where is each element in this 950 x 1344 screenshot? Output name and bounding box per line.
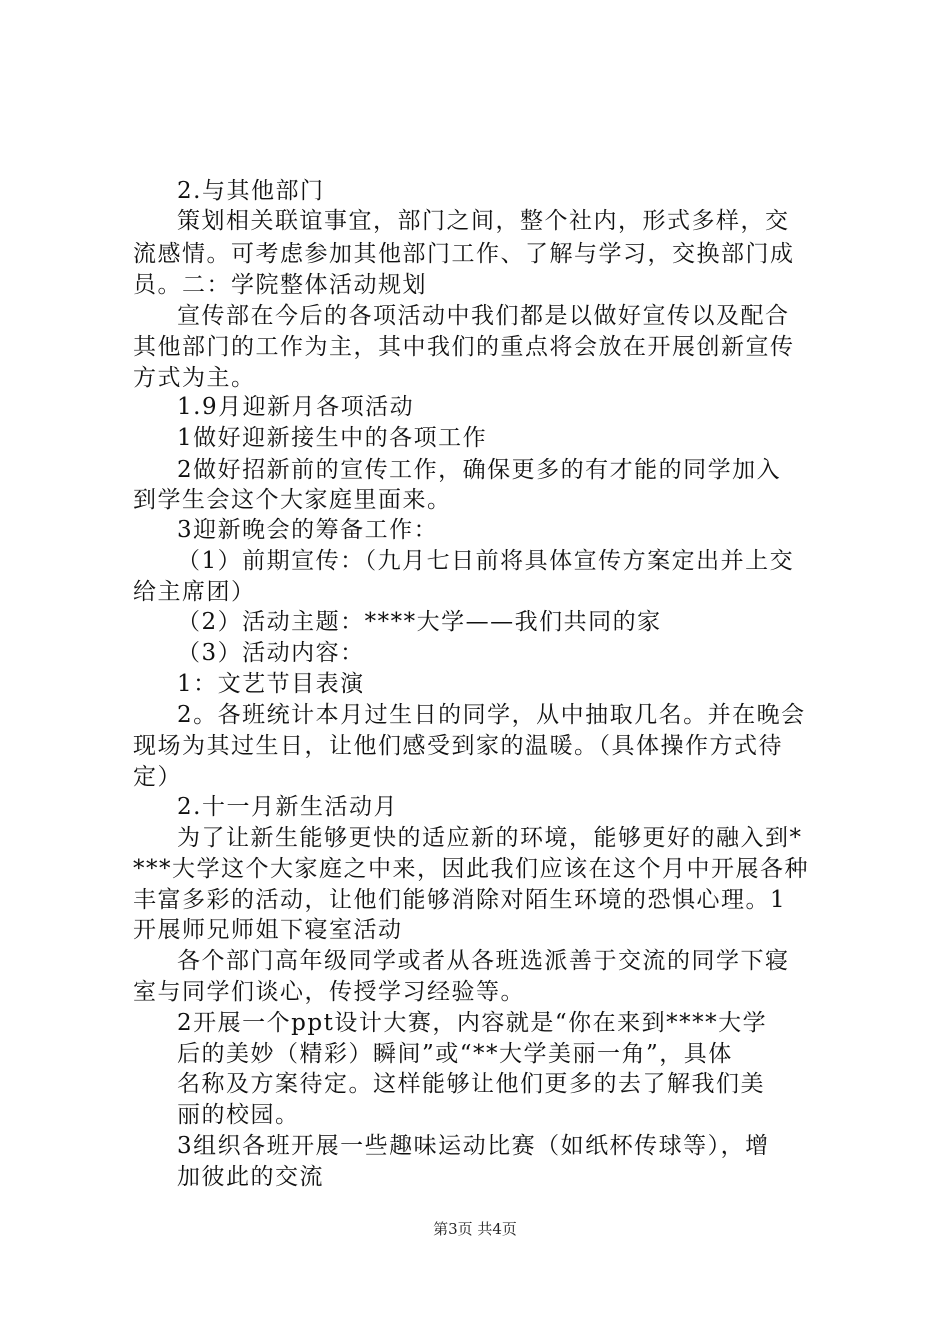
text-line: 各个部门高年级同学或者从各班选派善于交流的同学下寝 [177, 948, 790, 974]
text-line: 员。二：学院整体活动规划 [133, 272, 427, 298]
text-line: （1）前期宣传：（九月七日前将具体宣传方案定出并上交 [177, 548, 795, 574]
text-line: 2做好招新前的宣传工作，确保更多的有才能的同学加入 [177, 457, 782, 483]
text-line: ***大学这个大家庭之中来，因此我们应该在这个月中开展各种 [133, 856, 809, 882]
text-line: 丽的校园。 [177, 1102, 300, 1128]
text-line: 定） [133, 764, 182, 790]
text-line: （3）活动内容： [177, 640, 365, 666]
text-line: 流感情。可考虑参加其他部门工作、了解与学习，交换部门成 [133, 241, 795, 267]
text-line: 1.9月迎新月各项活动 [177, 394, 415, 420]
text-line: 给主席团） [133, 579, 256, 605]
text-line: 方式为主。 [133, 365, 256, 391]
text-line: 丰富多彩的活动，让他们能够消除对陌生环境的恐惧心理。1 [133, 887, 787, 913]
text-line: 后的美妙（精彩）瞬间”或“**大学美丽一角”，具体 [177, 1041, 733, 1067]
text-line: 2。各班统计本月过生日的同学，从中抽取几名。并在晚会 [177, 702, 806, 728]
text-line: 2.与其他部门 [177, 178, 325, 204]
text-line: 3迎新晚会的筹备工作： [177, 517, 439, 543]
text-line: 策划相关联谊事宜，部门之间，整个社内，形式多样，交 [177, 208, 790, 234]
text-line: 为了让新生能够更快的适应新的环境，能够更好的融入到* [177, 825, 803, 851]
text-line: 其他部门的工作为主，其中我们的重点将会放在开展创新宣传 [133, 334, 795, 360]
text-line: 1：文艺节目表演 [177, 671, 365, 697]
text-line: 1做好迎新接生中的各项工作 [177, 425, 488, 451]
text-line: 名称及方案待定。这样能够让他们更多的去了解我们美 [177, 1071, 765, 1097]
text-line: 开展师兄师姐下寝室活动 [133, 917, 403, 943]
page-footer: 第3页 共4页 [433, 1220, 517, 1238]
text-line: 2.十一月新生活动月 [177, 794, 398, 820]
text-line: 宣传部在今后的各项活动中我们都是以做好宣传以及配合 [177, 303, 790, 329]
text-line: 3组织各班开展一些趣味运动比赛（如纸杯传球等），增 [177, 1133, 770, 1159]
text-line: 加彼此的交流 [177, 1164, 324, 1190]
text-line: （2）活动主题：****大学——我们共同的家 [177, 609, 662, 635]
text-line: 室与同学们谈心，传授学习经验等。 [133, 979, 525, 1005]
text-line: 现场为其过生日，让他们感受到家的温暖。（具体操作方式待 [133, 733, 783, 759]
text-line: 2开展一个ppt设计大赛，内容就是“你在来到****大学 [177, 1010, 768, 1036]
text-line: 到学生会这个大家庭里面来。 [133, 487, 452, 513]
